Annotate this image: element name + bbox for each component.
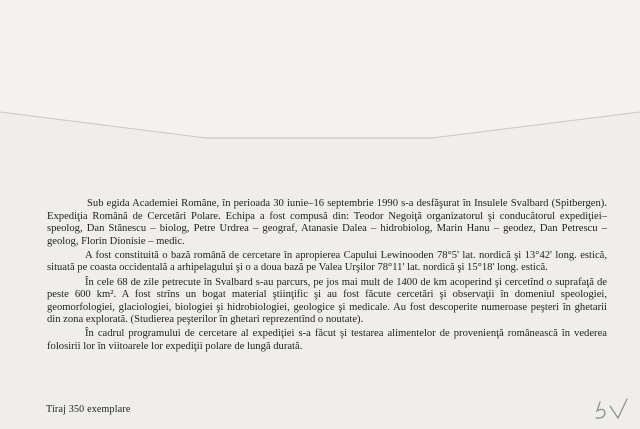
handwritten-mark: [592, 396, 632, 422]
paragraph-food-testing: În cadrul programului de cercetare al expediţiei s-a făcut şi testarea alimentelor de provenienţă românească în vederea folosirii lor în viitoarele lor expediţii polare de lungă durată.: [47, 328, 607, 353]
paragraph-results: În cele 68 de zile petrecute în Svalbard s-au parcurs, pe jos mai mult de 1400 de km acoperind şi cercetînd o suprafaţă de peste 600 km². A fost strîns un bogat material ştiinţific şi au fost făcute cercetări şi observaţii în domeniul speologiei, geomorfologiei, glaciologiei, biologiei şi hidrobiologiei, geologice şi medicale. Au fost descoperite numeroase peşteri în ghetarii din zona explorată. (Studierea peşterilor în ghetari reprezentînd o noutate).: [47, 276, 607, 326]
paragraph-expedition-intro: Sub egida Academiei Române, în perioada 30 iunie–16 septembrie 1990 s-a desfăşurat în Insulele Svalbard (Spitbergen). Expediţia Română de Cercetări Polare. Echipa a fost compusă din: Teodor Negoiţă organizatorul şi conducătorul expediţiei–speolog, Dan Stănescu – biolog, Petre Urdrea – geograf, Atanasie Dalea – hidrobiolog, Marin Hanu – geodez, Dan Petrescu – geolog, Florin Dionisie – medic.: [47, 198, 607, 247]
expedition-text: [47, 198, 607, 355]
paragraph-research-bases: A fost constituită o bază română de cercetare în apropierea Capului Lewinooden 78°5' lat. nordică şi 13°42' long. estică, situată pe coasta occidentală a arhipelagului şi o a doua bază pe Valea Urşilor 78°11' lat. nordică şi 15°18' long. estică.: [47, 249, 607, 274]
print-run-note: Tiraj 350 exemplare: [46, 404, 131, 415]
flap-outline: [0, 0, 640, 140]
envelope-flap: [0, 0, 640, 140]
